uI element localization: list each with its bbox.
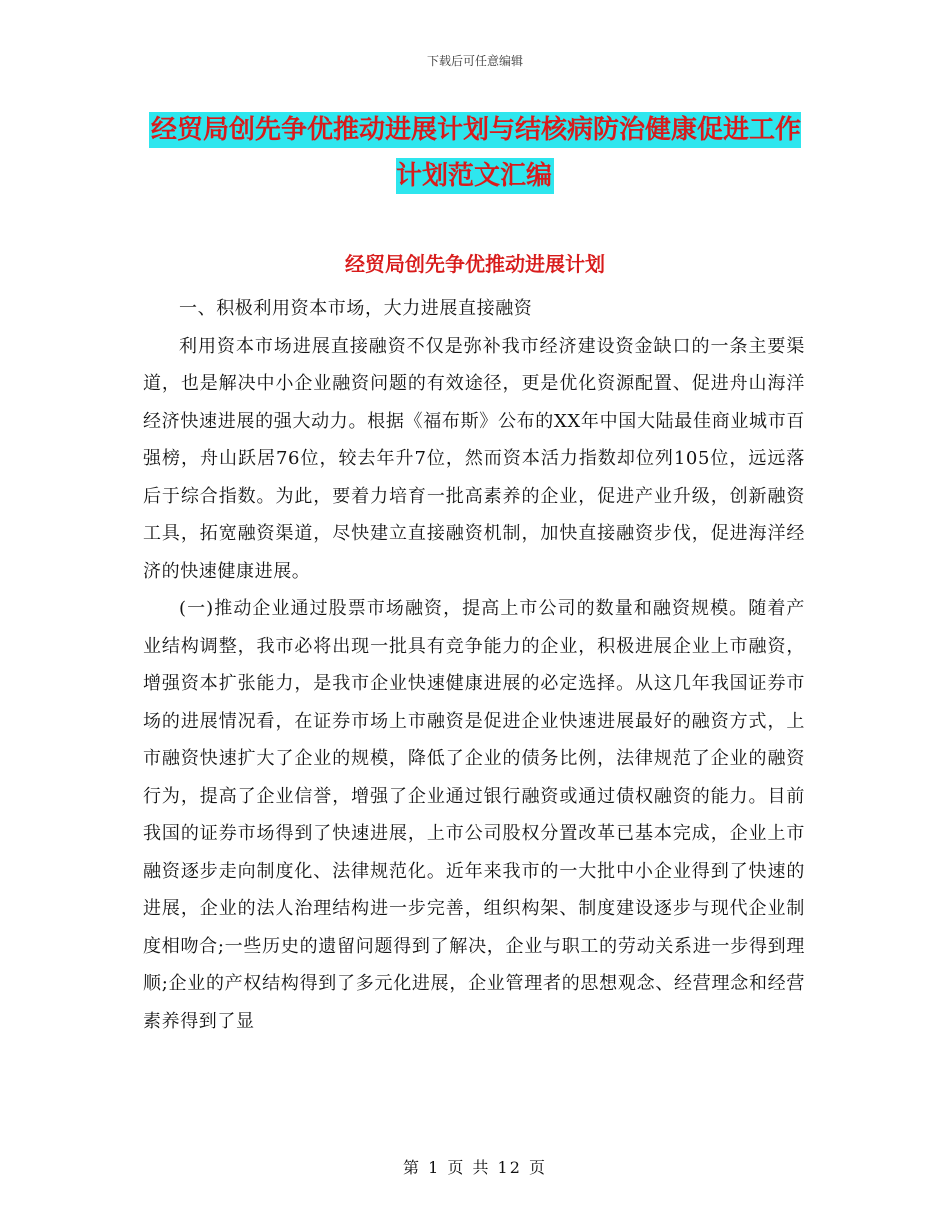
body-text bbox=[143, 290, 805, 1040]
paragraph: 利用资本市场进展直接融资不仅是弥补我市经济建设资金缺口的一条主要渠道，也是解决中小企业融资问题的有效途径，更是优化资源配置、促进舟山海洋经济快速进展的强大动力。根据《福布斯》公布的XX年中国大陆最佳商业城市百强榜，舟山跃居76位，较去年升7位，然而资本活力指数却位列105位，远远落后于综合指数。为此，要着力培育一批高素养的企业，促进产业升级，创新融资工具，拓宽融资渠道，尽快建立直接融资机制，加快直接融资步伐，促进海洋经济的快速健康进展。 bbox=[143, 335, 805, 582]
section-title: 经贸局创先争优推动进展计划 bbox=[345, 252, 605, 276]
document-title-text: 经贸局创先争优推动进展计划与结核病防治健康促进工作计划范文汇编 bbox=[149, 112, 801, 194]
header-note: 下载后可任意编辑 bbox=[426, 54, 523, 68]
paragraph-heading: 一、积极利用资本市场，大力进展直接融资 bbox=[179, 298, 533, 319]
page-footer: 第 1 页 共 12 页 bbox=[403, 1158, 547, 1177]
paragraph: (一)推动企业通过股票市场融资，提高上市公司的数量和融资规模。随着产业结构调整，我市必将出现一批具有竞争能力的企业，积极进展企业上市融资，增强资本扩张能力，是我市企业快速健康进展的必定选择。从这几年我国证券市场的进展情况看，在证券市场上市融资是促进企业快速进展最好的融资方式，上市融资快速扩大了企业的规模，降低了企业的债务比例，法律规范了企业的融资行为，提高了企业信誉，增强了企业通过银行融资或通过债权融资的能力。目前我国的证券市场得到了快速进展，上市公司股权分置改革已基本完成，企业上市融资逐步走向制度化、法律规范化。近年来我市的一大批中小企业得到了快速的进展，企业的法人治理结构进一步完善，组织构架、制度建设逐步与现代企业制度相吻合;一些历史的遗留问题得到了解决，企业与职工的劳动关系进一步得到理顺;企业的产权结构得到了多元化进展，企业管理者的思想观念、经营理念和经营素养得到了显 bbox=[143, 598, 805, 1032]
document-title bbox=[145, 107, 805, 199]
